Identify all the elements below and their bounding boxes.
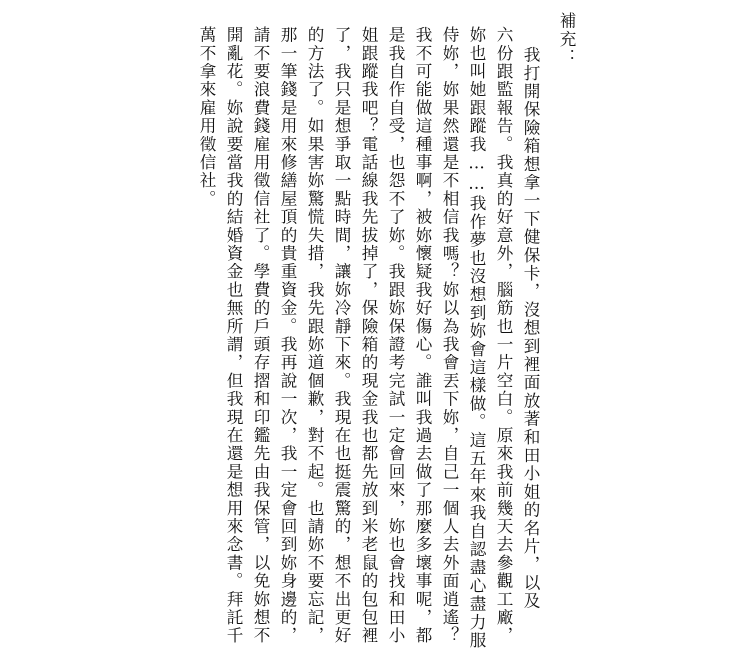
- text-line-11: 請不要浪費錢雇用徵信社了。學費的戶頭存摺和印鑑先由我保管，以免妳想不: [251, 26, 270, 645]
- text-line-3: 妳也叫她跟蹤我……我作夢也沒想到妳會這樣做。這五年來我自認盡心盡力服: [467, 26, 486, 650]
- heading: 補充：: [557, 12, 576, 67]
- text-line-8: 了，我只是想爭取一點時間，讓妳冷靜下來。我現在也挺震驚的，想不出更好: [332, 26, 351, 645]
- text-line-9: 的方法了。如果害妳驚慌失措，我先跟妳道個歉，對不起。也請妳不要忘記，: [305, 26, 324, 645]
- text-line-1: 我打開保險箱想拿一下健保卡，沒想到裡面放著和田小姐的名片，以及: [521, 46, 540, 611]
- text-line-10: 那一筆錢是用來修繕屋頂的貴重資金。我再說一次，我一定會回到妳身邊的，: [278, 26, 297, 645]
- text-line-13: 萬不拿來雇用徵信社。: [197, 26, 216, 208]
- text-line-6: 是我自作自受，也怨不了妳。我跟妳保證考完試一定會回來，妳也會找和田小: [386, 26, 405, 645]
- text-line-7: 姐跟蹤我吧？電話線我先拔掉了，保險箱的現金我也都先放到米老鼠的包包裡: [359, 26, 378, 645]
- text-line-12: 開亂花。妳說要當我的結婚資金也無所謂，但我現在還是想用來念書。拜託千: [224, 26, 243, 645]
- text-line-5: 我不可能做這種事啊，被妳懷疑我好傷心。誰叫我過去做了那麼多壞事呢，都: [413, 26, 432, 645]
- text-line-2: 六份跟監報告。我真的好意外，腦筋也一片空白。原來我前幾天去參觀工廠，: [494, 26, 513, 645]
- text-line-4: 侍妳，妳果然還是不相信我嗎？妳以為我會丟下妳，自己一個人去外面逍遙？: [440, 26, 459, 645]
